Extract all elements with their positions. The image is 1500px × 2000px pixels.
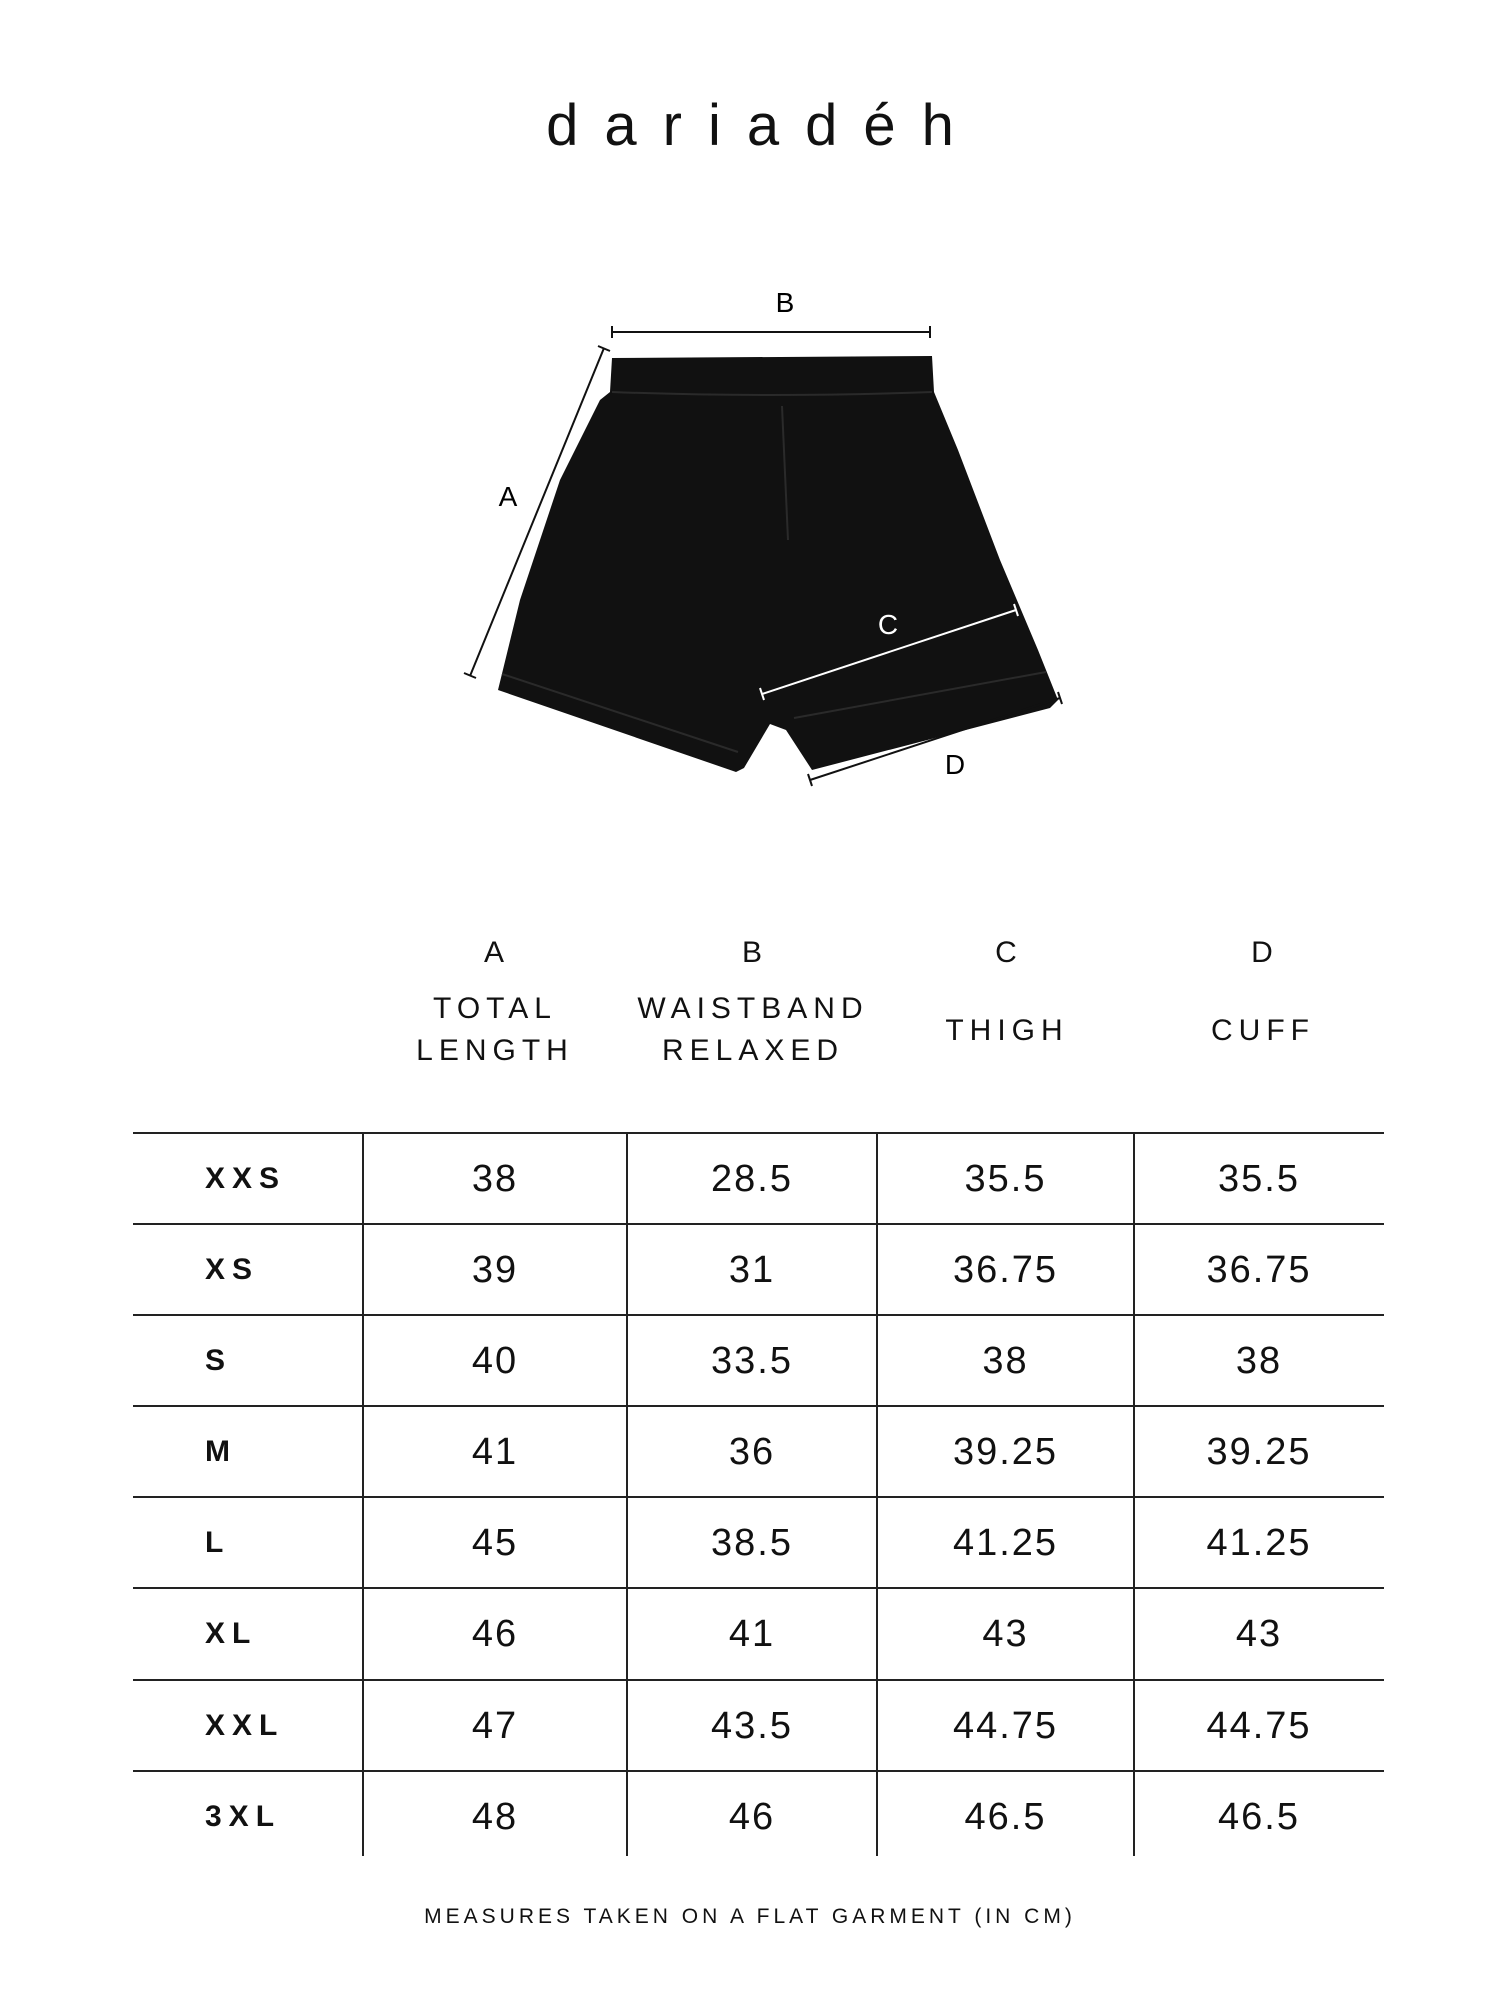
brand-logo: dariadéh xyxy=(546,93,980,158)
cell-total-length: 40 xyxy=(471,1340,519,1382)
cell-waistband: 28.5 xyxy=(711,1158,793,1200)
col-letter-a: A xyxy=(483,936,506,969)
row-size-label: M xyxy=(205,1435,237,1468)
label-c: C xyxy=(877,609,899,640)
row-size-label: XXS xyxy=(205,1162,287,1195)
cell-total-length: 47 xyxy=(471,1705,519,1747)
cell-cuff: 41.25 xyxy=(1206,1522,1312,1564)
col-name-b-line2: RELAXED xyxy=(661,1034,845,1067)
col-name-a-line1: TOTAL xyxy=(433,992,557,1025)
cell-thigh: 43 xyxy=(982,1613,1029,1655)
col-letter-c: C xyxy=(995,936,1019,969)
cell-total-length: 46 xyxy=(471,1613,519,1655)
label-a: A xyxy=(498,481,518,512)
cell-waistband: 33.5 xyxy=(711,1340,793,1382)
footnote: MEASURES TAKEN ON A FLAT GARMENT (IN CM) xyxy=(424,1905,1076,1928)
cell-waistband: 38.5 xyxy=(711,1522,793,1564)
cell-total-length: 45 xyxy=(471,1522,519,1564)
cell-cuff: 44.75 xyxy=(1206,1705,1312,1747)
col-letter-b: B xyxy=(741,936,764,969)
cell-total-length: 41 xyxy=(471,1431,519,1473)
cell-total-length: 38 xyxy=(471,1158,519,1200)
cell-total-length: 48 xyxy=(471,1796,519,1838)
col-name-a-line2: LENGTH xyxy=(416,1034,574,1067)
cell-thigh: 38 xyxy=(982,1340,1029,1382)
cell-cuff: 39.25 xyxy=(1206,1431,1312,1473)
cell-thigh: 46.5 xyxy=(964,1796,1047,1838)
cell-waistband: 31 xyxy=(728,1249,776,1291)
cell-cuff: 38 xyxy=(1235,1340,1283,1382)
cell-thigh: 35.5 xyxy=(964,1158,1047,1200)
cell-thigh: 44.75 xyxy=(952,1705,1059,1747)
label-b: B xyxy=(775,287,795,318)
cell-cuff: 46.5 xyxy=(1218,1796,1300,1838)
cell-thigh: 36.75 xyxy=(952,1249,1059,1291)
row-size-label: S xyxy=(205,1344,233,1377)
row-size-label: 3XL xyxy=(205,1800,282,1833)
cell-waistband: 46 xyxy=(728,1796,776,1838)
cell-waistband: 43.5 xyxy=(711,1705,793,1747)
col-letter-d: D xyxy=(1251,936,1275,969)
cell-total-length: 39 xyxy=(471,1249,519,1291)
cell-cuff: 35.5 xyxy=(1218,1158,1300,1200)
label-d: D xyxy=(944,749,966,780)
row-size-label: XL xyxy=(205,1617,258,1650)
cell-thigh: 39.25 xyxy=(952,1431,1059,1473)
col-name-c-line1: THIGH xyxy=(945,1014,1069,1047)
cell-waistband: 36 xyxy=(728,1431,776,1473)
row-size-label: XXL xyxy=(205,1709,285,1742)
row-size-label: XS xyxy=(205,1253,260,1286)
cell-thigh: 41.25 xyxy=(952,1522,1059,1564)
cell-cuff: 36.75 xyxy=(1206,1249,1312,1291)
cell-cuff: 43 xyxy=(1235,1613,1283,1655)
col-name-d-line1: CUFF xyxy=(1211,1014,1315,1047)
row-size-label: L xyxy=(205,1526,231,1559)
col-name-b-line1: WAISTBAND xyxy=(637,992,869,1025)
cell-waistband: 41 xyxy=(728,1613,776,1655)
